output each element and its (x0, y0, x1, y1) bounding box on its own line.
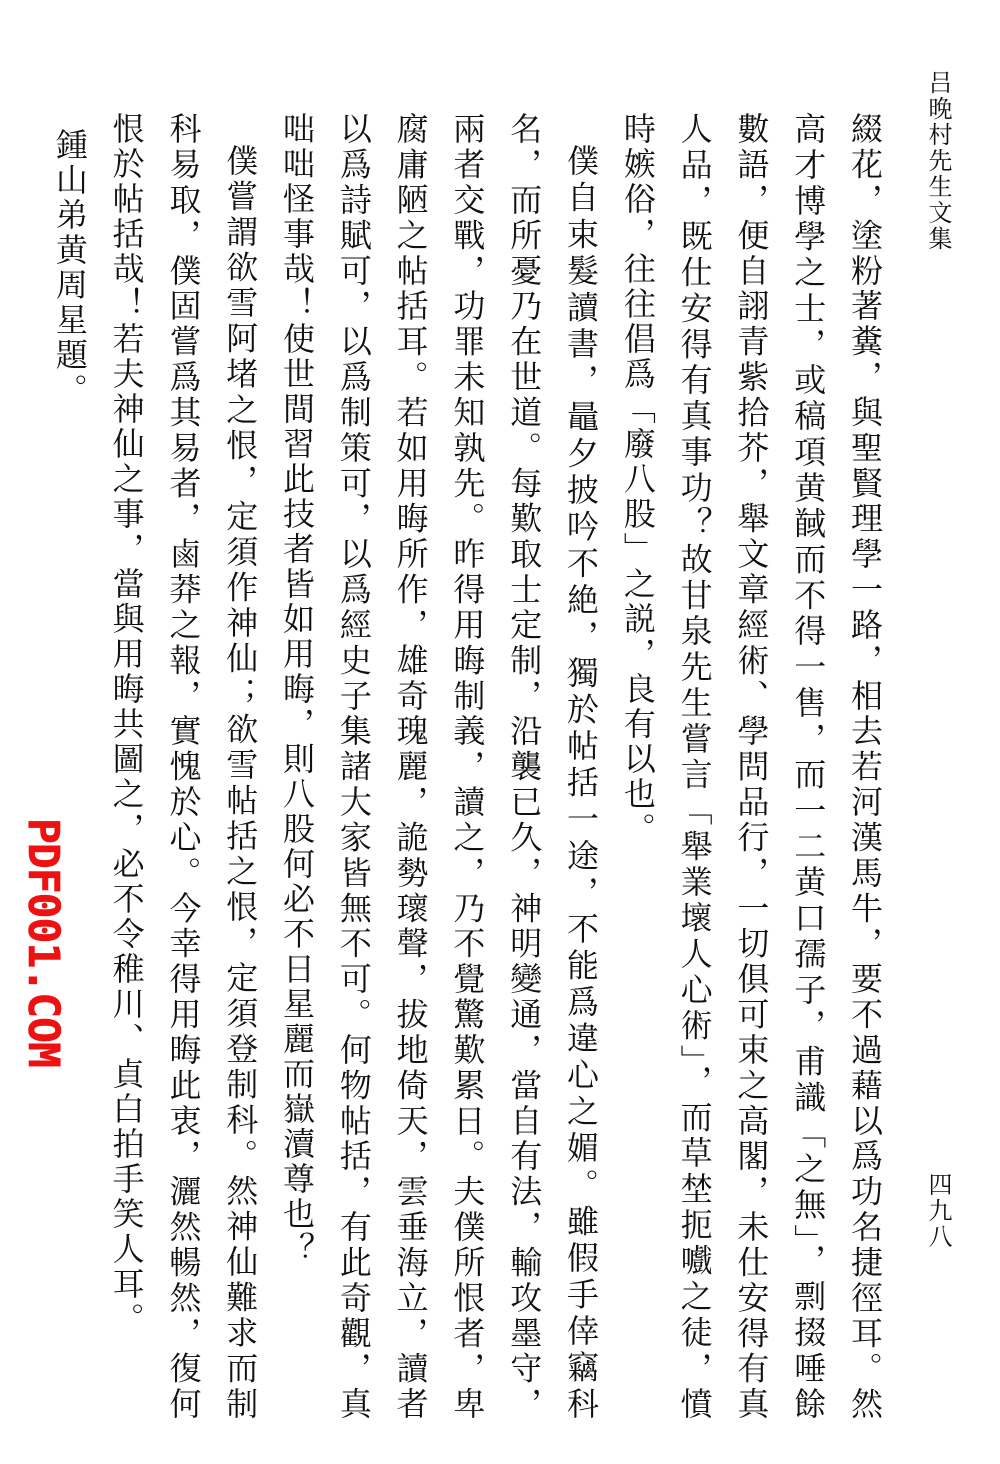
body-text (50, 112, 893, 1422)
paragraph-1: 綴花，塗粉著糞，與聖賢理學一路，相去若河漢馬牛，要不過藉以爲功名捷徑耳。然高才博學之士，或稿項黄馘而不得一售，而一二黄口孺子，甫識「之無」，剽掇唾餘數語，便自詡青紫拾芥，舉文章經術、學問品行，一切俱可束之高閣，未仕安得有真人品，既仕安得有真事功？故甘泉先生嘗言「舉業壞人心術」，而草埜扼嚱之徒，憤時嫉俗，往往倡爲「廢八股」之説，良有以也。 (618, 112, 884, 1422)
paragraph-2: 僕自束髮讀書，鼂夕披吟不絶，獨於帖括一途，不能爲違心之媚。雖假手倖竊科名，而所憂乃在世道。每歎取士定制，沿襲已久，神明變通，當自有法，輸攻墨守，兩者交戰，功罪未知孰先。昨得用晦制義，讀之，乃不覺驚歎累日。夫僕所恨者，卑腐庸陋之帖括耳。若如用晦所作，雄奇瑰麗，詭勢瓌聲，拔地倚天，雲垂海立，讀者以爲詩賦可，以爲制策可，以爲經史子集諸大家皆無不可。何物帖括，有此奇觀，真咄咄怪事哉！使世間習此技者皆如用晦，則八股何必不日星麗而嶽瀆尊也？ (278, 112, 601, 1422)
book-title: 吕晚村先生文集 (924, 70, 952, 252)
page-number: 四九八 (924, 1172, 952, 1250)
signature: 鍾山弟黄周星題。 (50, 128, 89, 408)
watermark: PDF001.COM (18, 818, 68, 1067)
paragraph-3: 僕嘗謂欲雪阿堵之恨，定須作神仙；欲雪帖括之恨，定須登制科。然神仙難求而制科易取，僕固嘗爲其易者，鹵莽之報，實愧於心。今幸得用晦此衷，灑然暢然，復何恨於帖括哉！若夫神仙之事，當與用晦共圖之，必不令稚川、貞白拍手笑人耳。 (107, 112, 260, 1422)
